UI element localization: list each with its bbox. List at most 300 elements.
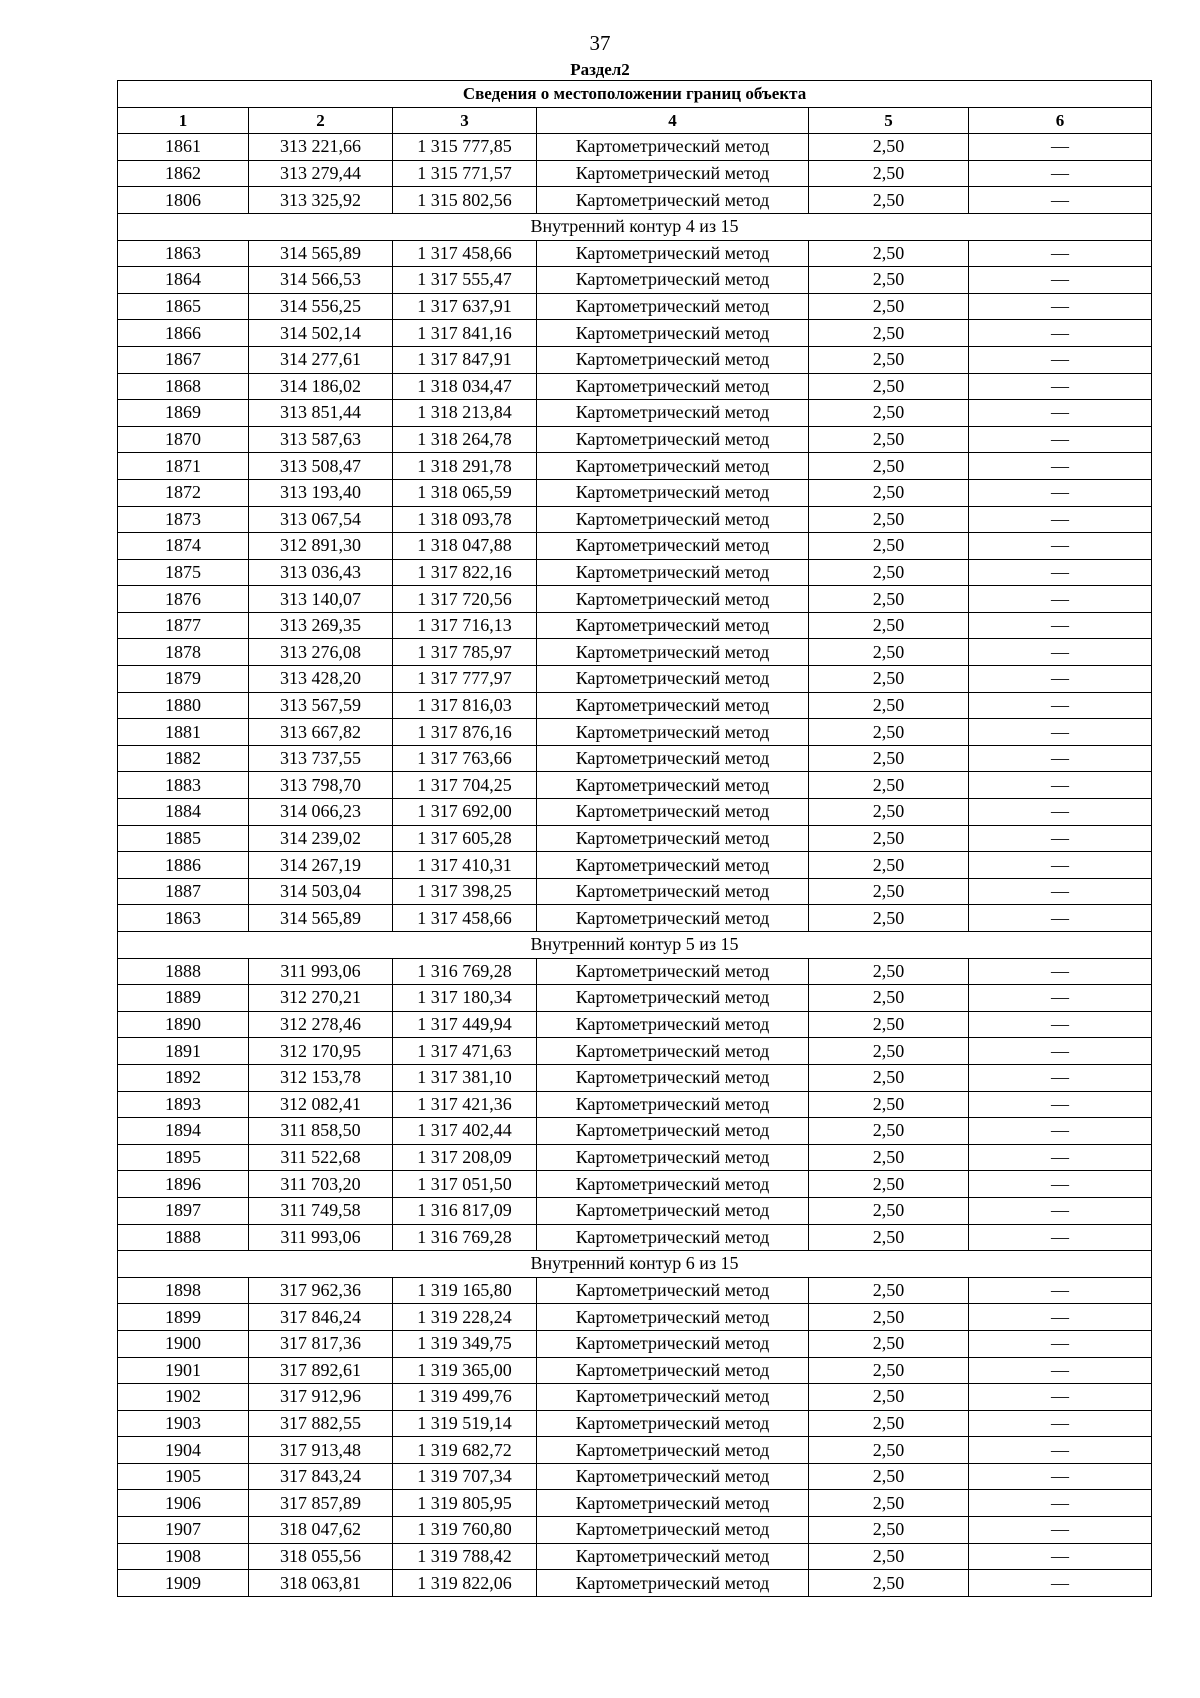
x-coordinate-cell: 312 270,21 [249,985,393,1012]
accuracy-cell: 2,50 [809,1490,969,1517]
point-number-cell: 1888 [118,958,249,985]
table-row [118,1224,1152,1251]
x-coordinate-cell: 313 279,44 [249,160,393,187]
y-coordinate-cell: 1 318 065,59 [393,479,537,506]
accuracy-cell: 2,50 [809,958,969,985]
description-cell: — [969,985,1152,1012]
x-coordinate-cell: 313 851,44 [249,400,393,427]
point-number-cell: 1894 [118,1118,249,1145]
accuracy-cell: 2,50 [809,1384,969,1411]
accuracy-cell: 2,50 [809,1437,969,1464]
contour-label: Внутренний контур 6 из 15 [118,1251,1152,1278]
description-cell: — [969,878,1152,905]
x-coordinate-cell: 314 277,61 [249,346,393,373]
table-row [118,1038,1152,1065]
accuracy-cell: 2,50 [809,426,969,453]
description-cell: — [969,692,1152,719]
point-number-cell: 1882 [118,745,249,772]
description-cell: — [969,1064,1152,1091]
accuracy-cell: 2,50 [809,799,969,826]
point-number-cell: 1896 [118,1171,249,1198]
table-row [118,479,1152,506]
x-coordinate-cell: 313 737,55 [249,745,393,772]
point-number-cell: 1902 [118,1384,249,1411]
accuracy-cell: 2,50 [809,134,969,161]
x-coordinate-cell: 317 843,24 [249,1463,393,1490]
y-coordinate-cell: 1 317 876,16 [393,719,537,746]
accuracy-cell: 2,50 [809,1410,969,1437]
y-coordinate-cell: 1 319 365,00 [393,1357,537,1384]
accuracy-cell: 2,50 [809,453,969,480]
accuracy-cell: 2,50 [809,1064,969,1091]
x-coordinate-cell: 313 428,20 [249,666,393,693]
accuracy-cell: 2,50 [809,1304,969,1331]
point-number-cell: 1909 [118,1570,249,1597]
y-coordinate-cell: 1 319 499,76 [393,1384,537,1411]
point-number-cell: 1901 [118,1357,249,1384]
point-number-cell: 1868 [118,373,249,400]
y-coordinate-cell: 1 317 471,63 [393,1038,537,1065]
point-number-cell: 1869 [118,400,249,427]
point-number-cell: 1899 [118,1304,249,1331]
x-coordinate-cell: 317 892,61 [249,1357,393,1384]
y-coordinate-cell: 1 317 402,44 [393,1118,537,1145]
description-cell: — [969,745,1152,772]
method-cell: Картометрический метод [537,612,809,639]
y-coordinate-cell: 1 317 458,66 [393,905,537,932]
point-number-cell: 1895 [118,1144,249,1171]
description-cell: — [969,825,1152,852]
point-number-cell: 1861 [118,134,249,161]
method-cell: Картометрический метод [537,586,809,613]
table-caption: Сведения о местоположении границ объекта [118,81,1152,108]
table-row [118,240,1152,267]
table-row [118,1064,1152,1091]
contour-header-row [118,932,1152,959]
description-cell: — [969,533,1152,560]
table-row [118,559,1152,586]
table-row [118,1144,1152,1171]
table-row [118,719,1152,746]
accuracy-cell: 2,50 [809,559,969,586]
y-coordinate-cell: 1 319 822,06 [393,1570,537,1597]
method-cell: Картометрический метод [537,373,809,400]
y-coordinate-cell: 1 315 802,56 [393,187,537,214]
table-row [118,1304,1152,1331]
description-cell: — [969,346,1152,373]
method-cell: Картометрический метод [537,1064,809,1091]
table-row [118,187,1152,214]
y-coordinate-cell: 1 319 349,75 [393,1330,537,1357]
point-number-cell: 1908 [118,1543,249,1570]
y-coordinate-cell: 1 319 519,14 [393,1410,537,1437]
y-coordinate-cell: 1 319 682,72 [393,1437,537,1464]
description-cell: — [969,1277,1152,1304]
y-coordinate-cell: 1 317 716,13 [393,612,537,639]
table-row [118,160,1152,187]
description-cell: — [969,293,1152,320]
table-row [118,799,1152,826]
x-coordinate-cell: 311 858,50 [249,1118,393,1145]
x-coordinate-cell: 312 153,78 [249,1064,393,1091]
point-number-cell: 1862 [118,160,249,187]
y-coordinate-cell: 1 318 291,78 [393,453,537,480]
x-coordinate-cell: 317 882,55 [249,1410,393,1437]
point-number-cell: 1884 [118,799,249,826]
x-coordinate-cell: 314 239,02 [249,825,393,852]
y-coordinate-cell: 1 319 760,80 [393,1517,537,1544]
method-cell: Картометрический метод [537,639,809,666]
accuracy-cell: 2,50 [809,1357,969,1384]
description-cell: — [969,1490,1152,1517]
table-row [118,1517,1152,1544]
table-row [118,373,1152,400]
accuracy-cell: 2,50 [809,293,969,320]
method-cell: Картометрический метод [537,1410,809,1437]
y-coordinate-cell: 1 316 817,09 [393,1197,537,1224]
x-coordinate-cell: 312 170,95 [249,1038,393,1065]
y-coordinate-cell: 1 317 704,25 [393,772,537,799]
description-cell: — [969,506,1152,533]
table-row [118,905,1152,932]
accuracy-cell: 2,50 [809,1330,969,1357]
accuracy-cell: 2,50 [809,825,969,852]
method-cell: Картометрический метод [537,506,809,533]
x-coordinate-cell: 312 278,46 [249,1011,393,1038]
accuracy-cell: 2,50 [809,612,969,639]
table-row [118,745,1152,772]
description-cell: — [969,666,1152,693]
description-cell: — [969,852,1152,879]
x-coordinate-cell: 314 186,02 [249,373,393,400]
x-coordinate-cell: 317 913,48 [249,1437,393,1464]
point-number-cell: 1900 [118,1330,249,1357]
x-coordinate-cell: 313 798,70 [249,772,393,799]
y-coordinate-cell: 1 317 051,50 [393,1171,537,1198]
accuracy-cell: 2,50 [809,639,969,666]
point-number-cell: 1907 [118,1517,249,1544]
method-cell: Картометрический метод [537,1197,809,1224]
point-number-cell: 1888 [118,1224,249,1251]
method-cell: Картометрический метод [537,1277,809,1304]
point-number-cell: 1904 [118,1437,249,1464]
description-cell: — [969,586,1152,613]
x-coordinate-cell: 317 817,36 [249,1330,393,1357]
contour-label: Внутренний контур 4 из 15 [118,213,1152,240]
y-coordinate-cell: 1 317 692,00 [393,799,537,826]
table-row [118,612,1152,639]
x-coordinate-cell: 318 047,62 [249,1517,393,1544]
accuracy-cell: 2,50 [809,479,969,506]
description-cell: — [969,320,1152,347]
method-cell: Картометрический метод [537,1330,809,1357]
x-coordinate-cell: 318 063,81 [249,1570,393,1597]
accuracy-cell: 2,50 [809,1277,969,1304]
description-cell: — [969,1224,1152,1251]
method-cell: Картометрический метод [537,1517,809,1544]
point-number-cell: 1875 [118,559,249,586]
contour-label: Внутренний контур 5 из 15 [118,932,1152,959]
column-header: 2 [249,107,393,134]
method-cell: Картометрический метод [537,1011,809,1038]
description-cell: — [969,1357,1152,1384]
table-row [118,1490,1152,1517]
boundary-coordinates-table [117,80,1152,1597]
description-cell: — [969,958,1152,985]
column-header: 3 [393,107,537,134]
point-number-cell: 1865 [118,293,249,320]
point-number-cell: 1866 [118,320,249,347]
x-coordinate-cell: 314 565,89 [249,905,393,932]
x-coordinate-cell: 312 891,30 [249,533,393,560]
table-row [118,958,1152,985]
section-title: Раздел2 [570,60,630,79]
y-coordinate-cell: 1 319 788,42 [393,1543,537,1570]
accuracy-cell: 2,50 [809,1171,969,1198]
point-number-cell: 1867 [118,346,249,373]
accuracy-cell: 2,50 [809,1543,969,1570]
accuracy-cell: 2,50 [809,1118,969,1145]
method-cell: Картометрический метод [537,692,809,719]
method-cell: Картометрический метод [537,799,809,826]
y-coordinate-cell: 1 317 847,91 [393,346,537,373]
x-coordinate-cell: 313 667,82 [249,719,393,746]
column-header: 6 [969,107,1152,134]
point-number-cell: 1863 [118,905,249,932]
y-coordinate-cell: 1 317 458,66 [393,240,537,267]
method-cell: Картометрический метод [537,453,809,480]
page-number: 37 [589,31,611,55]
y-coordinate-cell: 1 316 769,28 [393,1224,537,1251]
x-coordinate-cell: 317 857,89 [249,1490,393,1517]
description-cell: — [969,1197,1152,1224]
description-cell: — [969,559,1152,586]
y-coordinate-cell: 1 317 841,16 [393,320,537,347]
y-coordinate-cell: 1 317 763,66 [393,745,537,772]
point-number-cell: 1892 [118,1064,249,1091]
accuracy-cell: 2,50 [809,187,969,214]
method-cell: Картометрический метод [537,134,809,161]
point-number-cell: 1872 [118,479,249,506]
method-cell: Картометрический метод [537,772,809,799]
contour-header-row [118,213,1152,240]
accuracy-cell: 2,50 [809,1463,969,1490]
x-coordinate-cell: 311 703,20 [249,1171,393,1198]
x-coordinate-cell: 313 567,59 [249,692,393,719]
method-cell: Картометрический метод [537,878,809,905]
y-coordinate-cell: 1 317 785,97 [393,639,537,666]
method-cell: Картометрический метод [537,1357,809,1384]
column-header: 1 [118,107,249,134]
x-coordinate-cell: 313 221,66 [249,134,393,161]
table-row [118,878,1152,905]
x-coordinate-cell: 317 962,36 [249,1277,393,1304]
y-coordinate-cell: 1 319 805,95 [393,1490,537,1517]
accuracy-cell: 2,50 [809,719,969,746]
y-coordinate-cell: 1 315 771,57 [393,160,537,187]
method-cell: Картометрический метод [537,1437,809,1464]
table-row [118,134,1152,161]
method-cell: Картометрический метод [537,1463,809,1490]
method-cell: Картометрический метод [537,1091,809,1118]
accuracy-cell: 2,50 [809,985,969,1012]
method-cell: Картометрический метод [537,745,809,772]
method-cell: Картометрический метод [537,160,809,187]
method-cell: Картометрический метод [537,825,809,852]
x-coordinate-cell: 312 082,41 [249,1091,393,1118]
description-cell: — [969,905,1152,932]
point-number-cell: 1903 [118,1410,249,1437]
accuracy-cell: 2,50 [809,160,969,187]
table-row [118,400,1152,427]
method-cell: Картометрический метод [537,320,809,347]
point-number-cell: 1881 [118,719,249,746]
y-coordinate-cell: 1 316 769,28 [393,958,537,985]
point-number-cell: 1863 [118,240,249,267]
table-row [118,346,1152,373]
accuracy-cell: 2,50 [809,373,969,400]
description-cell: — [969,373,1152,400]
point-number-cell: 1864 [118,267,249,294]
description-cell: — [969,639,1152,666]
y-coordinate-cell: 1 317 637,91 [393,293,537,320]
description-cell: — [969,1091,1152,1118]
method-cell: Картометрический метод [537,1570,809,1597]
x-coordinate-cell: 313 036,43 [249,559,393,586]
x-coordinate-cell: 314 556,25 [249,293,393,320]
accuracy-cell: 2,50 [809,1517,969,1544]
method-cell: Картометрический метод [537,905,809,932]
method-cell: Картометрический метод [537,479,809,506]
point-number-cell: 1889 [118,985,249,1012]
description-cell: — [969,1171,1152,1198]
table-row [118,1011,1152,1038]
method-cell: Картометрический метод [537,1224,809,1251]
point-number-cell: 1878 [118,639,249,666]
x-coordinate-cell: 314 502,14 [249,320,393,347]
accuracy-cell: 2,50 [809,692,969,719]
x-coordinate-cell: 313 325,92 [249,187,393,214]
method-cell: Картометрический метод [537,240,809,267]
description-cell: — [969,612,1152,639]
point-number-cell: 1871 [118,453,249,480]
method-cell: Картометрический метод [537,1490,809,1517]
point-number-cell: 1891 [118,1038,249,1065]
method-cell: Картометрический метод [537,559,809,586]
accuracy-cell: 2,50 [809,852,969,879]
method-cell: Картометрический метод [537,1171,809,1198]
table-row [118,1197,1152,1224]
table-row [118,1570,1152,1597]
method-cell: Картометрический метод [537,1384,809,1411]
method-cell: Картометрический метод [537,346,809,373]
x-coordinate-cell: 314 565,89 [249,240,393,267]
method-cell: Картометрический метод [537,985,809,1012]
x-coordinate-cell: 313 508,47 [249,453,393,480]
table-row [118,825,1152,852]
table-row [118,639,1152,666]
table-row [118,1277,1152,1304]
description-cell: — [969,479,1152,506]
accuracy-cell: 2,50 [809,1144,969,1171]
table-row [118,1171,1152,1198]
description-cell: — [969,1543,1152,1570]
accuracy-cell: 2,50 [809,1091,969,1118]
accuracy-cell: 2,50 [809,878,969,905]
accuracy-cell: 2,50 [809,533,969,560]
description-cell: — [969,719,1152,746]
description-cell: — [969,1144,1152,1171]
description-cell: — [969,1437,1152,1464]
accuracy-cell: 2,50 [809,1197,969,1224]
y-coordinate-cell: 1 317 398,25 [393,878,537,905]
y-coordinate-cell: 1 315 777,85 [393,134,537,161]
method-cell: Картометрический метод [537,852,809,879]
method-cell: Картометрический метод [537,719,809,746]
y-coordinate-cell: 1 317 208,09 [393,1144,537,1171]
table-row [118,1410,1152,1437]
description-cell: — [969,1304,1152,1331]
column-header: 5 [809,107,969,134]
description-cell: — [969,160,1152,187]
point-number-cell: 1906 [118,1490,249,1517]
point-number-cell: 1806 [118,187,249,214]
y-coordinate-cell: 1 317 822,16 [393,559,537,586]
point-number-cell: 1886 [118,852,249,879]
method-cell: Картометрический метод [537,187,809,214]
table-row [118,1384,1152,1411]
method-cell: Картометрический метод [537,958,809,985]
accuracy-cell: 2,50 [809,320,969,347]
table-body [118,134,1152,1597]
y-coordinate-cell: 1 318 093,78 [393,506,537,533]
y-coordinate-cell: 1 317 449,94 [393,1011,537,1038]
table-row [118,293,1152,320]
description-cell: — [969,134,1152,161]
accuracy-cell: 2,50 [809,745,969,772]
description-cell: — [969,1384,1152,1411]
y-coordinate-cell: 1 317 410,31 [393,852,537,879]
y-coordinate-cell: 1 318 034,47 [393,373,537,400]
accuracy-cell: 2,50 [809,267,969,294]
y-coordinate-cell: 1 317 816,03 [393,692,537,719]
accuracy-cell: 2,50 [809,400,969,427]
description-cell: — [969,453,1152,480]
accuracy-cell: 2,50 [809,586,969,613]
y-coordinate-cell: 1 319 228,24 [393,1304,537,1331]
y-coordinate-cell: 1 317 421,36 [393,1091,537,1118]
table-row [118,426,1152,453]
description-cell: — [969,1463,1152,1490]
description-cell: — [969,799,1152,826]
table-row [118,1091,1152,1118]
method-cell: Картометрический метод [537,1304,809,1331]
point-number-cell: 1887 [118,878,249,905]
point-number-cell: 1870 [118,426,249,453]
table-row [118,852,1152,879]
column-header: 4 [537,107,809,134]
x-coordinate-cell: 313 193,40 [249,479,393,506]
table-row [118,267,1152,294]
point-number-cell: 1897 [118,1197,249,1224]
point-number-cell: 1890 [118,1011,249,1038]
contour-header-row [118,1251,1152,1278]
y-coordinate-cell: 1 317 720,56 [393,586,537,613]
y-coordinate-cell: 1 318 047,88 [393,533,537,560]
x-coordinate-cell: 313 269,35 [249,612,393,639]
accuracy-cell: 2,50 [809,506,969,533]
point-number-cell: 1885 [118,825,249,852]
